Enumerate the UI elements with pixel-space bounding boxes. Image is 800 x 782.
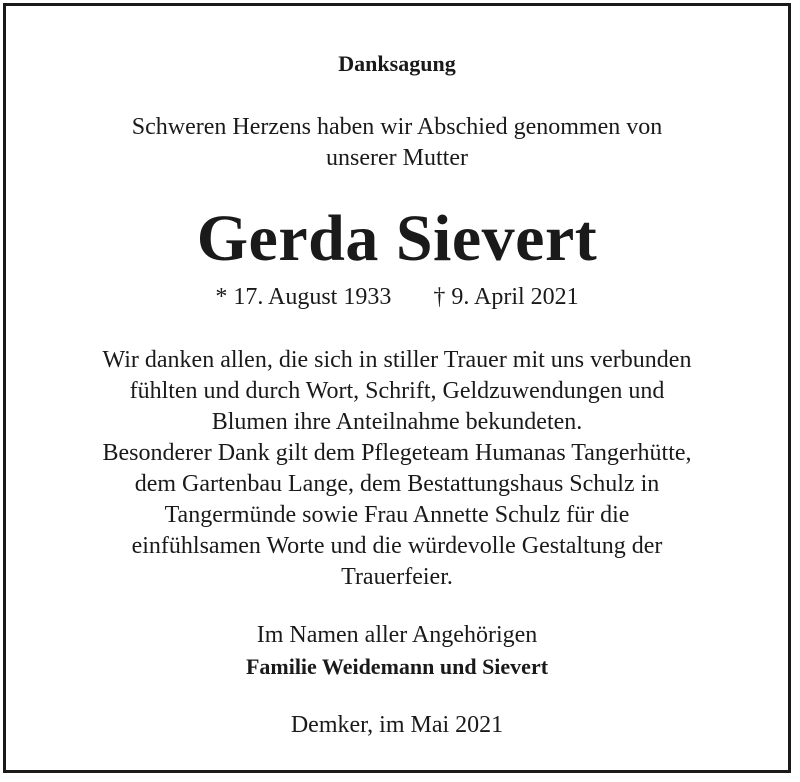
thanks-line: einfühlsamen Worte und die würdevolle Gestaltung der [131,533,663,559]
place-date: Demker, im Mai 2021 [290,712,504,738]
thanks-line: fühlten und durch Wort, Schrift, Geldzuwendungen und [129,378,665,404]
birth-date: * 17. August 1933 [215,284,392,310]
thanks-line: Besonderer Dank gilt dem Pflegeteam Humanas Tangerhütte, [102,440,692,466]
intro-line: unserer Mutter [326,145,468,171]
thanks-line: Trauerfeier. [341,564,453,590]
family-signature: Familie Weidemann und Sievert [245,654,549,679]
signature-intro: Im Namen aller Angehörigen [256,622,538,648]
thanks-line: Tangermünde sowie Frau Annette Schulz für die [164,502,630,528]
thanks-line: Blumen ihre Anteilnahme bekundeten. [211,409,583,435]
notice-heading: Danksagung [338,51,456,76]
thanks-line: Wir danken allen, die sich in stiller Trauer mit uns verbunden [102,347,692,373]
death-date: † 9. April 2021 [433,284,579,310]
life-dates [6,282,788,312]
intro-text [6,112,788,174]
thanks-text [6,345,788,593]
thanks-line: dem Gartenbau Lange, dem Bestattungshaus Schulz in [134,471,660,497]
intro-line: Schweren Herzens haben wir Abschied genommen von [131,114,663,140]
deceased-name: Gerda Sievert [196,202,598,275]
notice-frame [3,3,791,773]
